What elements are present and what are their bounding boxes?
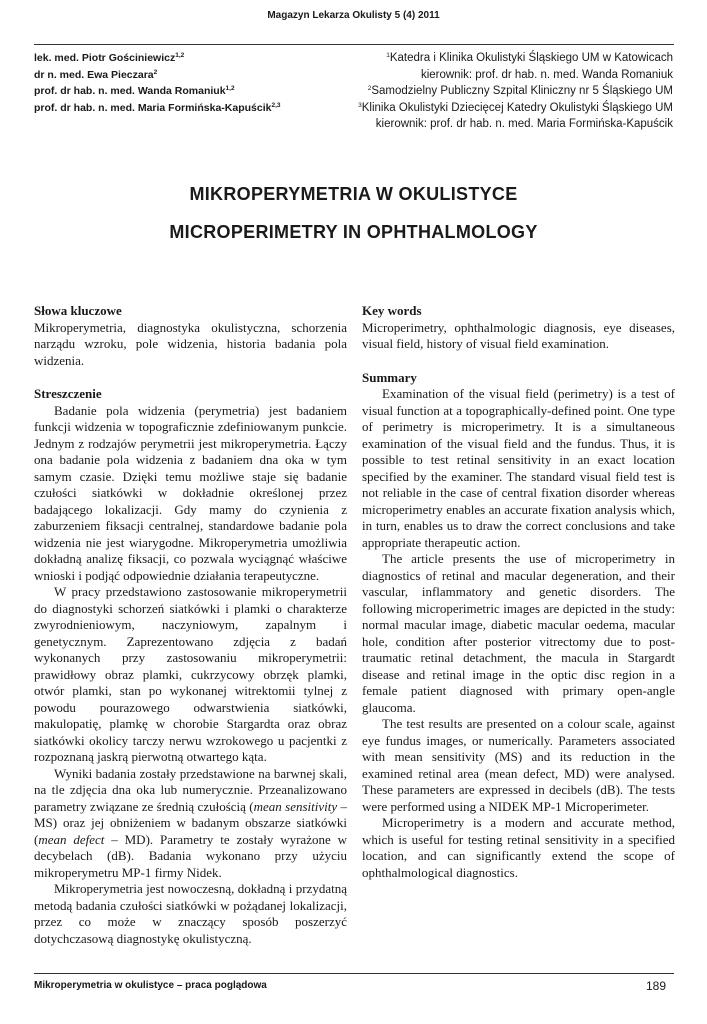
summary-paragraph: Examination of the visual field (perimetry) is a test of visual function at a topographically-defined point. One type of perimetry is microperimetry. It is a simultaneous examination of the visual field and the fundus. Thus, it is possible to test retinal sensitivity in an exact location specified by the examiner. The standard visual field test is not reliable in the case of central fixation disorder whereas microperimetry enables an accurate fixation analysis which, in turn, enables us to draw the correct conclusions and take appropriate therapeutic action. [362,386,675,550]
keywords-en: Microperimetry, ophthalmologic diagnosis, eye diseases, visual field, history of visual field examination. [362,319,675,351]
keywords-heading-en: Key words [362,303,422,318]
author: prof. dr hab. n. med. Wanda Romaniuk$^{1,2}$ [34,85,235,97]
running-title: Mikroperymetria w okulistyce – praca poglądowa [34,980,267,991]
english-column [362,303,675,881]
affiliation-list [333,50,673,133]
affiliation: kierownik: prof. dr hab. n. med. Wanda Romaniuk [420,68,673,81]
abstract-paragraph: Mikroperymetria jest nowoczesną, dokładną i przydatną metodą badania czułości siatkówki w pożądanej lokalizacji, przez co może w znaczący sposób poszerzyć dotychczasową diagnostykę okulistyczną. [34,881,347,946]
polish-column [34,303,347,947]
title-english: MICROPERIMETRY IN OPHTHALMOLOGY [169,222,538,242]
abstract-paragraph: W pracy przedstawiono zastosowanie mikroperymetrii do diagnostyki schorzeń siatkówki i plamki o charakterze zwyrodnieniowym, naczyniowym, zapalnym i genetycznym. Zaprezentowano zdjęcia z badań wykonanych przy zastosowaniu mikroperymetrii: prawidłowy obraz plamki, cukrzycowy obrzęk plamki, otwór plamki, stan po wykonanej witrektomii tylnej z powodu pourazowego odwarstwienia siatkówki, makulopatię, plamkę w chorobie Stargardta oraz obraz siatkówki okolicy tarczy nerwu wzrokowego u pacjentki z rozpoznaną jaskrą pierwotną otwartego kąta. [34,584,347,764]
abstract-heading-pl: Streszczenie [34,386,102,401]
abstract-paragraph: Wyniki badania zostały przedstawione na barwnej skali, na tle zdjęcia dna oka lub numerycznie. Przeanalizowano parametry związane ze średnią czułością (mean sensitivity – MS) oraz jej obniżeniem w badanym obszarze siatkówki (mean defect – MD). Parametry te zostały wyrażone w decybelach (dB). Badania wykonano przy użyciu mikroperymetru MP-1 firmy Nidek. [34,765,347,880]
affiliation: $^3$Klinika Okulistyki Dziecięcej Katedry Okulistyki Śląskiego UM [358,101,673,114]
affiliation: $^2$Samodzielny Publiczny Szpital Kliniczny nr 5 Śląskiego UM [367,85,673,97]
author: lek. med. Piotr Gościniewicz$^{1,2}$ [34,52,185,64]
author: prof. dr hab. n. med. Maria Formińska-Kapuścik$^{2,3}$ [34,101,281,114]
summary-paragraph: The test results are presented on a colour scale, against eye fundus images, or numerically. Parameters associated with mean sensitivity (MS) and its reduction in the examined retinal area (mean defect, MD) were analysed. These parameters are expressed in decibels (dB). The tests were performed using a NIDEK MP-1 Microperimeter. [362,716,675,814]
affiliation: kierownik: prof. dr hab. n. med. Maria Formińska-Kapuścik [375,118,673,130]
journal-header: Magazyn Lekarza Okulisty 5 (4) 2011 [267,10,440,21]
footer-rule [34,973,674,974]
keywords-heading-pl: Słowa kluczowe [34,303,122,318]
title-polish: MIKROPERYMETRIA W OKULISTYCE [189,184,518,204]
affiliation: $^1$Katedra i Klinika Okulistyki Śląskiego UM w Katowicach [386,52,673,64]
abstract-paragraph: Badanie pola widzenia (perymetria) jest badaniem funkcji widzenia w topograficznie zdefiniowanym punkcie. Jednym z rodzajów perymetrii jest mikroperymetria. Łączy ona badanie pola widzenia z badaniem dna oka w tym samym czasie. Dzięki temu możliwe staje się badanie czułości siatkówki w dokładnie określonej przez badającego lokalizacji. Gdy mamy do czynienia z zaburzeniem fiksacji centralnej, standardowe badanie pola widzenia nie jest wiarygodne. Mikroperymetria umożliwia dokładną analizę fiksacji, co pozwala wyciągnąć właściwe wnioski i podjąć odpowiednie działania terapeutyczne. [34,402,347,583]
summary-heading: Summary [362,369,417,385]
summary-paragraph: Microperimetry is a modern and accurate method, which is useful for testing retinal sensitivity in a specified location, and can significantly extend the scope of ophthalmological diagnostics. [362,815,675,880]
header-rule [34,44,674,45]
author-list [34,50,334,116]
summary-paragraph: The article presents the use of microperimetry in diagnostics of retinal and macular degeneration, and their vascular, inflammatory and genetic disorders. The following microperimetric images are depicted in the study: normal macular image, diabetic macular oedema, macular hole, condition after posterior vitrectomy due to post-traumatic retinal detachment, the macula in Stargardt disease and retinal image in the optic disc region in a female patient diagnosed with primary open-angle glaucoma. [362,551,675,715]
page-number: 189 [645,979,666,993]
author: dr n. med. Ewa Pieczara$^2$ [34,68,158,81]
keywords-pl: Mikroperymetria, diagnostyka okulistyczna, schorzenia narządu wzroku, pole widzenia, historia badania pola widzenia. [34,319,347,368]
